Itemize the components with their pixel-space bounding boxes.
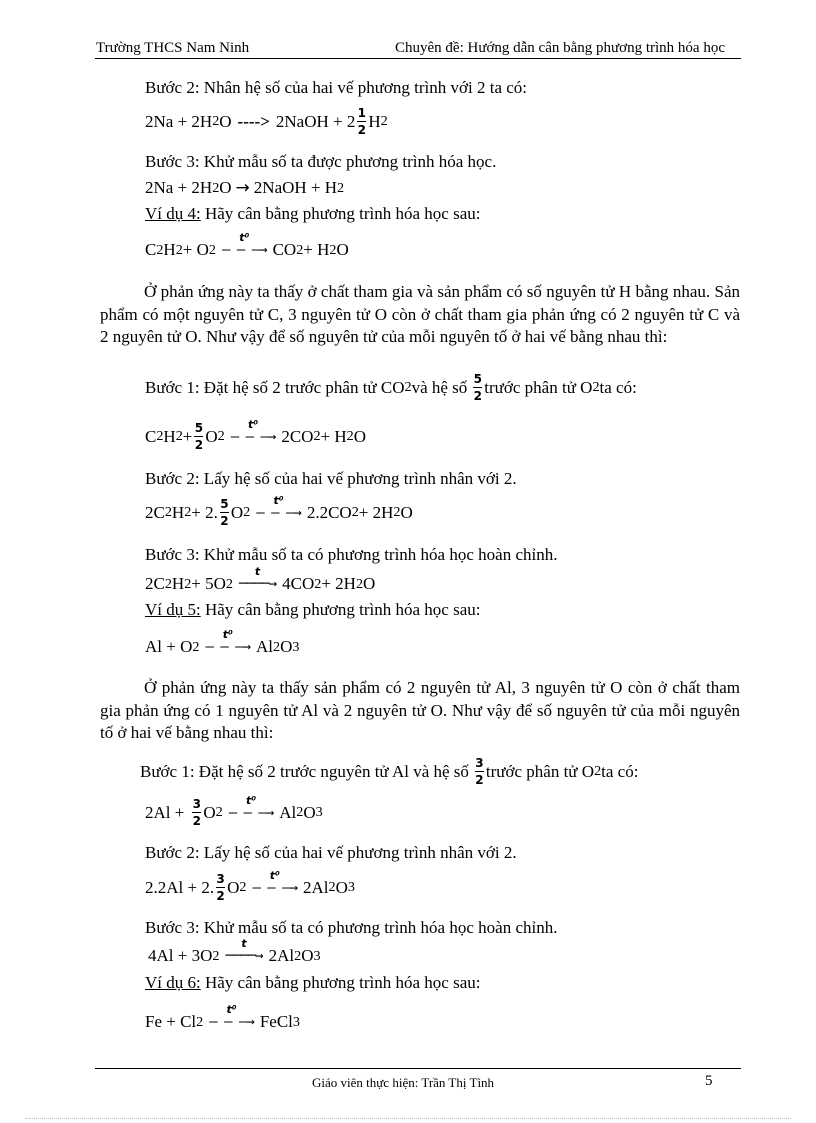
equation-4-step2: 2C 2 H 2 + 2. $\frac{5}{2}$ O 2 t⁰ – – –→ 2.2CO 2 + 2H 2 O bbox=[145, 493, 413, 528]
example-6-title: Ví dụ 6: Hãy cân bằng phương trình hóa học sau: bbox=[145, 973, 481, 992]
equation-1: 2Na + 2H 2 O ----> 2NaOH + 2 $\frac{1}{2}$ H 2 bbox=[145, 106, 388, 137]
equation-2: 2Na + 2H 2 O → 2NaOH + H 2 bbox=[145, 178, 345, 198]
equation-example-6: Fe + Cl 2 t⁰ – – –→ FeCl 3 bbox=[145, 1003, 300, 1031]
heat-arrow-icon: t⁰ – – –→ bbox=[209, 1003, 254, 1030]
equation-example-4: C 2 H 2 + O 2 t⁰ – – –→ CO 2 + H 2 O bbox=[145, 231, 349, 259]
example-4-title: Ví dụ 4: Hãy cân bằng phương trình hóa học sau: bbox=[145, 204, 481, 223]
heat-arrow-icon: t ────→ bbox=[238, 565, 277, 592]
heat-arrow-icon: t⁰ – – –→ bbox=[221, 231, 267, 258]
fraction-3-2: $\frac{3}{2}$ bbox=[192, 797, 202, 828]
step1-example-5: Bước 1: Đặt hệ số 2 trước nguyên tử Al và hệ số $\frac{3}{2}$ trước phân tử O 2 ta có: bbox=[140, 756, 639, 787]
fraction-5-2: $\frac{5}{2}$ bbox=[220, 497, 229, 528]
footer-teacher: Giáo viên thực hiện: Trần Thị Tình bbox=[312, 1075, 495, 1090]
heat-arrow-icon: t ────→ bbox=[225, 937, 263, 964]
step3-heading: Bước 3: Khử mẫu số ta được phương trình hóa học. bbox=[145, 152, 497, 171]
paragraph-example-4: Ở phản ứng này ta thấy ở chất tham gia và sản phẩm có số nguyên tử H bằng nhau. Sản phẩm có một nguyên tử C, 3 nguyên tử O còn ở chất tham gia phản ứng có 2 nguyên tử C và 2 nguyên tử O. Như vậy để số nguyên tử của mỗi nguyên tố ở hai vế bằng nhau thì: bbox=[100, 282, 740, 346]
fraction-1-2: $\frac{1}{2}$ bbox=[357, 106, 367, 137]
equation-5-step1: 2Al + $\frac{3}{2}$ O 2 t⁰ – – –→ Al 2 O 3 bbox=[145, 793, 323, 828]
step2-example-4: Bước 2: Lấy hệ số của hai vế phương trình nhân với 2. bbox=[145, 469, 517, 488]
heat-arrow-icon: t⁰ – – –→ bbox=[228, 793, 274, 821]
fraction-3-2: $\frac{3}{2}$ bbox=[216, 872, 225, 903]
header-topic: Chuyên đề: Hướng dẫn cân bằng phương trình hóa học bbox=[395, 40, 725, 56]
heat-arrow-icon: t⁰ – – –→ bbox=[205, 628, 251, 655]
arrow-icon: → bbox=[235, 178, 250, 198]
example-5-title: Ví dụ 5: Hãy cân bằng phương trình hóa học sau: bbox=[145, 600, 481, 619]
step1-example-4: Bước 1: Đặt hệ số 2 trước phân tử CO 2 và hệ số $\frac{5}{2}$ trước phân tử O 2 ta có: bbox=[145, 372, 637, 403]
heat-arrow-icon: t⁰ – – –→ bbox=[252, 868, 298, 896]
equation-4-final: 2C 2 H 2 + 5O 2 t ────→ 4CO 2 + 2H 2 O bbox=[145, 565, 376, 593]
header-rule bbox=[95, 58, 741, 59]
step2-example-5: Bước 2: Lấy hệ số của hai vế phương trình nhân với 2. bbox=[145, 843, 517, 862]
equation-4-step1: C 2 H 2 + $\frac{5}{2}$ O 2 t⁰ – – –→ 2CO 2 + H 2 O bbox=[145, 417, 366, 452]
equation-5-step2: 2.2Al + 2. $\frac{3}{2}$ O 2 t⁰ – – –→ 2Al 2 O 3 bbox=[145, 868, 355, 903]
footer-rule bbox=[95, 1068, 741, 1069]
header-school: Trường THCS Nam Ninh bbox=[96, 40, 250, 56]
equation-5-final: 4Al + 3O 2 t ────→ 2Al 2 O 3 bbox=[148, 937, 321, 965]
paragraph-example-5: Ở phản ứng này ta thấy sản phẩm có 2 nguyên tử Al, 3 nguyên tử O còn ở chất tham gia phản ứng có 1 nguyên tử Al và 2 nguyên tử O. Như vậy để số nguyên tử của mỗi nguyên tố ở hai vế bằng nhau thì: bbox=[100, 678, 740, 742]
page-number: 5 bbox=[705, 1073, 713, 1089]
step3-example-5: Bước 3: Khử mẫu số ta có phương trình hóa học hoàn chỉnh. bbox=[145, 918, 558, 937]
fraction-5-2: $\frac{5}{2}$ bbox=[473, 372, 482, 403]
equation-example-5: Al + O 2 t⁰ – – –→ Al 2 O 3 bbox=[145, 628, 300, 656]
page-bottom-divider bbox=[25, 1118, 791, 1119]
heat-arrow-icon: t⁰ – – –→ bbox=[256, 493, 301, 521]
fraction-3-2: $\frac{3}{2}$ bbox=[475, 756, 484, 787]
step2-heading: Bước 2: Nhân hệ số của hai vế phương trình với 2 ta có: bbox=[145, 78, 528, 97]
step3-example-4: Bước 3: Khử mẫu số ta có phương trình hóa học hoàn chỉnh. bbox=[145, 545, 558, 564]
fraction-5-2: $\frac{5}{2}$ bbox=[194, 421, 204, 452]
heat-arrow-icon: t⁰ – – –→ bbox=[230, 417, 276, 445]
